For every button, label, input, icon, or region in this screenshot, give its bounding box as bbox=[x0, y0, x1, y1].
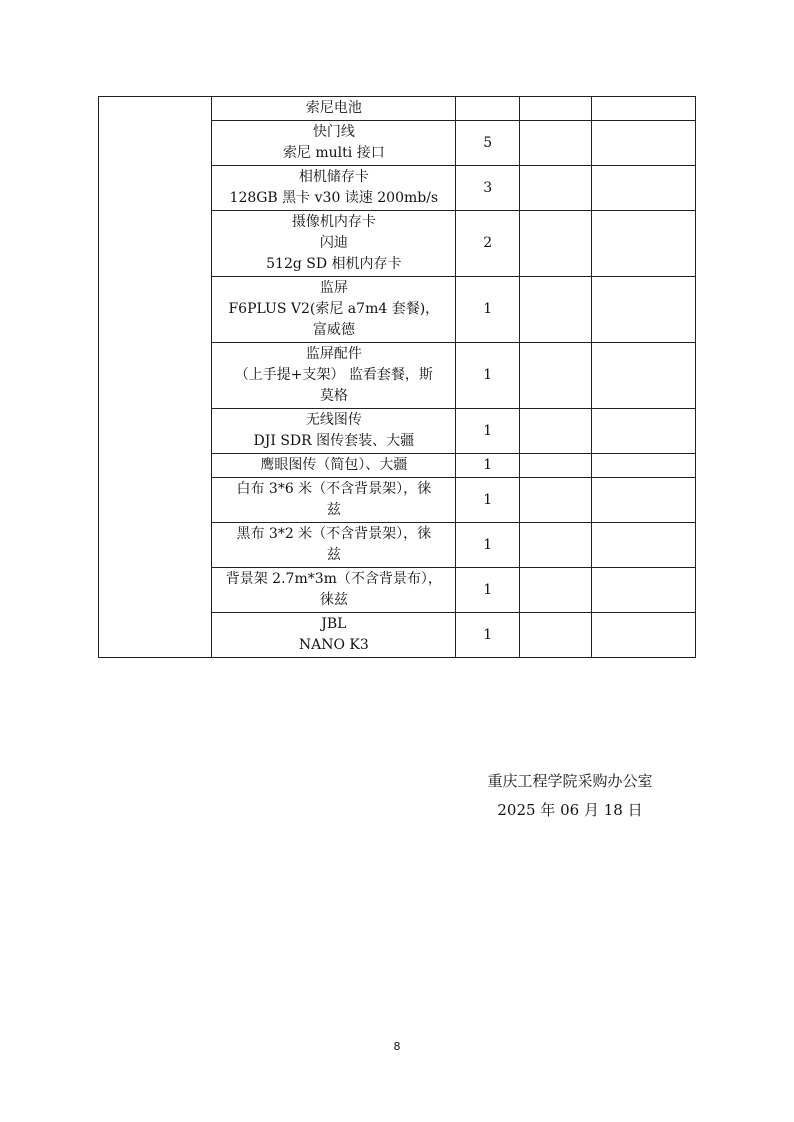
empty-cell bbox=[592, 568, 696, 613]
item-line: NANO K3 bbox=[298, 637, 369, 653]
empty-cell bbox=[520, 121, 592, 166]
empty-cell bbox=[592, 97, 696, 121]
quantity-cell: 1 bbox=[456, 409, 520, 454]
item-cell bbox=[212, 454, 456, 478]
item-line: 徕兹 bbox=[319, 592, 348, 608]
item-cell bbox=[212, 409, 456, 454]
item-line: 白布 3*6 米（不含背景架），徕 bbox=[236, 481, 432, 497]
empty-cell bbox=[592, 523, 696, 568]
empty-cell bbox=[592, 343, 696, 409]
item-line: 相机储存卡 bbox=[298, 169, 369, 185]
quantity-cell: 1 bbox=[456, 568, 520, 613]
item-line: 索尼 multi 接口 bbox=[282, 145, 385, 161]
quantity-cell bbox=[456, 97, 520, 121]
item-cell bbox=[212, 523, 456, 568]
item-line: 兹 bbox=[326, 502, 341, 518]
item-cell bbox=[212, 568, 456, 613]
equipment-table-body bbox=[99, 97, 696, 658]
empty-cell bbox=[520, 523, 592, 568]
quantity-cell: 5 bbox=[456, 121, 520, 166]
item-line: 监屏配件 bbox=[305, 346, 362, 362]
quantity-cell: 1 bbox=[456, 454, 520, 478]
quantity-cell: 1 bbox=[456, 343, 520, 409]
item-line: 无线图传 bbox=[305, 412, 362, 428]
item-cell bbox=[212, 121, 456, 166]
item-cell bbox=[212, 211, 456, 277]
item-cell bbox=[212, 277, 456, 343]
item-line: DJI SDR 图传套装、大疆 bbox=[253, 433, 415, 449]
quantity-cell: 1 bbox=[456, 523, 520, 568]
quantity-cell: 1 bbox=[456, 478, 520, 523]
item-line: 快门线 bbox=[312, 124, 355, 140]
empty-cell bbox=[592, 211, 696, 277]
item-cell bbox=[212, 97, 456, 121]
quantity-cell: 1 bbox=[456, 277, 520, 343]
item-cell bbox=[212, 343, 456, 409]
equipment-table bbox=[98, 96, 696, 658]
empty-cell bbox=[592, 277, 696, 343]
item-line: 莫格 bbox=[319, 388, 348, 404]
empty-cell bbox=[520, 409, 592, 454]
signature-org: 重庆工程学院采购办公室 bbox=[487, 772, 653, 790]
empty-cell bbox=[592, 454, 696, 478]
item-line: 512g SD 相机内存卡 bbox=[266, 256, 402, 272]
item-line: F6PLUS V2(索尼 a7m4 套餐)， bbox=[228, 301, 440, 317]
table-row bbox=[99, 97, 696, 121]
item-line: 鹰眼图传（简包）、大疆 bbox=[260, 457, 408, 473]
item-line: 兹 bbox=[326, 547, 341, 563]
item-line: 摄像机内存卡 bbox=[291, 214, 376, 230]
item-line: 富威德 bbox=[312, 322, 355, 338]
signature-block bbox=[480, 767, 660, 825]
page-number: 8 bbox=[393, 1040, 401, 1053]
empty-cell bbox=[520, 343, 592, 409]
quantity-cell: 2 bbox=[456, 211, 520, 277]
empty-cell bbox=[520, 211, 592, 277]
empty-cell bbox=[520, 568, 592, 613]
item-line: （上手提+支架） 监看套餐，斯 bbox=[234, 367, 433, 383]
empty-cell bbox=[592, 613, 696, 658]
empty-cell bbox=[520, 478, 592, 523]
item-cell bbox=[212, 478, 456, 523]
empty-cell bbox=[520, 613, 592, 658]
item-cell bbox=[212, 613, 456, 658]
empty-cell bbox=[520, 166, 592, 211]
item-line: 监屏 bbox=[319, 280, 348, 296]
quantity-cell: 1 bbox=[456, 613, 520, 658]
item-line: JBL bbox=[321, 616, 347, 632]
item-line: 128GB 黑卡 v30 读速 200mb/s bbox=[229, 190, 439, 206]
item-line: 索尼电池 bbox=[305, 100, 362, 116]
empty-cell bbox=[520, 454, 592, 478]
signature-date: 2025 年 06 月 18 日 bbox=[497, 801, 643, 819]
item-line: 闪迪 bbox=[319, 235, 348, 251]
empty-cell bbox=[520, 97, 592, 121]
item-line: 背景架 2.7m*3m（不含背景布）， bbox=[225, 571, 442, 587]
empty-cell bbox=[592, 121, 696, 166]
quantity-cell: 3 bbox=[456, 166, 520, 211]
empty-cell bbox=[592, 166, 696, 211]
item-cell bbox=[212, 166, 456, 211]
empty-cell bbox=[592, 409, 696, 454]
empty-cell bbox=[592, 478, 696, 523]
item-line: 黑布 3*2 米（不含背景架），徕 bbox=[236, 526, 432, 542]
category-cell bbox=[99, 97, 212, 658]
empty-cell bbox=[520, 277, 592, 343]
